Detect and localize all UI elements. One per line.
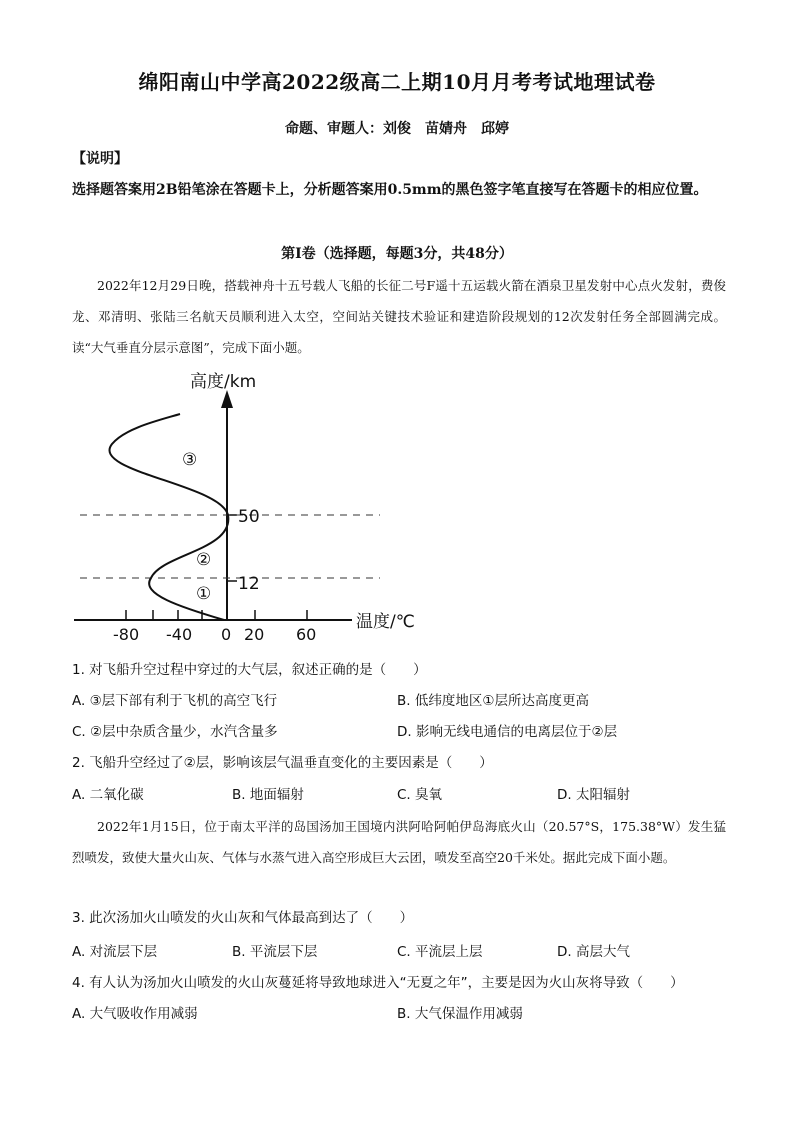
question-3-option-a[interactable]: A. 对流层下层	[72, 944, 158, 960]
authors-line: 命题、审题人：刘俊 苗婧舟 邱婷	[285, 121, 509, 137]
x-axis-label: 温度/℃	[356, 612, 415, 632]
question-3-stem: 3. 此次汤加火山喷发的火山灰和气体最高到达了（ ）	[72, 910, 414, 926]
question-1-option-c[interactable]: C. ②层中杂质含量少，水汽含量多	[72, 724, 278, 740]
question-3-option-c[interactable]: C. 平流层上层	[397, 944, 483, 960]
question-4-option-b[interactable]: B. 大气保温作用减弱	[397, 1006, 523, 1022]
question-2-option-d[interactable]: D. 太阳辐射	[557, 787, 630, 803]
passage-1: 2022年12月29日晚，搭载神舟十五号载人飞船的长征二号F遥十五运载火箭在酒泉卫星发射中心点火发射，费俊龙、邓清明、张陆三名航天员顺利进入太空，空间站关键技术验证和建造阶段规划的12次发射任务全部圆满完成。读“大气垂直分层示意图”，完成下面小题。	[72, 278, 726, 355]
layer-label-3: ③	[182, 450, 198, 470]
question-3-option-b[interactable]: B. 平流层下层	[232, 944, 318, 960]
layer-label-1: ①	[196, 584, 212, 604]
layer-label-2: ②	[196, 550, 212, 570]
y-tick-label-50: 50	[238, 507, 260, 527]
x-tick-label: 0	[221, 625, 232, 644]
question-2-stem: 2. 飞船升空经过了②层，影响该层气温垂直变化的主要因素是（ ）	[72, 755, 493, 771]
note-heading: 【说明】	[72, 151, 128, 167]
question-1-stem: 1. 对飞船升空过程中穿过的大气层，叙述正确的是（ ）	[72, 662, 427, 678]
note-body: 选择题答案用2B铅笔涂在答题卡上，分析题答案用0.5mm的黑色签字笔直接写在答题卡的相应位置。	[72, 182, 708, 198]
question-4-option-a[interactable]: A. 大气吸收作用减弱	[72, 1006, 198, 1022]
question-1-option-a[interactable]: A. ③层下部有利于飞机的高空飞行	[72, 693, 278, 709]
y-axis-label: 高度/km	[190, 372, 257, 392]
x-tick-label: 60	[296, 625, 317, 644]
question-1-option-b[interactable]: B. 低纬度地区①层所达高度更高	[397, 693, 589, 709]
section-heading: 第Ⅰ卷（选择题，每题3分，共48分）	[281, 246, 513, 262]
exam-title: 绵阳南山中学高2022级高二上期10月月考考试地理试卷	[138, 70, 656, 94]
atmosphere-layer-diagram	[60, 362, 460, 652]
x-tick-label: 20	[244, 625, 265, 644]
x-tick-label: -80	[113, 625, 140, 644]
question-3-option-d[interactable]: D. 高层大气	[557, 944, 630, 960]
passage-2: 2022年1月15日，位于南太平洋的岛国汤加王国境内洪阿哈阿帕伊岛海底火山（20.57°S，175.38°W）发生猛烈喷发，致使大量火山灰、气体与水蒸气进入高空形成巨大云团，喷发至高空20千米处。据此完成下面小题。	[72, 819, 726, 865]
y-axis-arrow	[221, 390, 233, 408]
question-2-option-a[interactable]: A. 二氧化碳	[72, 787, 144, 803]
question-2-option-b[interactable]: B. 地面辐射	[232, 787, 304, 803]
x-tick-label: -40	[166, 625, 193, 644]
y-tick-label-12: 12	[238, 574, 260, 594]
question-2-option-c[interactable]: C. 臭氧	[397, 787, 443, 803]
question-1-option-d[interactable]: D. 影响无线电通信的电离层位于②层	[397, 724, 618, 740]
question-4-stem: 4. 有人认为汤加火山喷发的火山灰蔓延将导致地球进入“无夏之年”，主要是因为火山灰将导致（ ）	[72, 975, 684, 991]
